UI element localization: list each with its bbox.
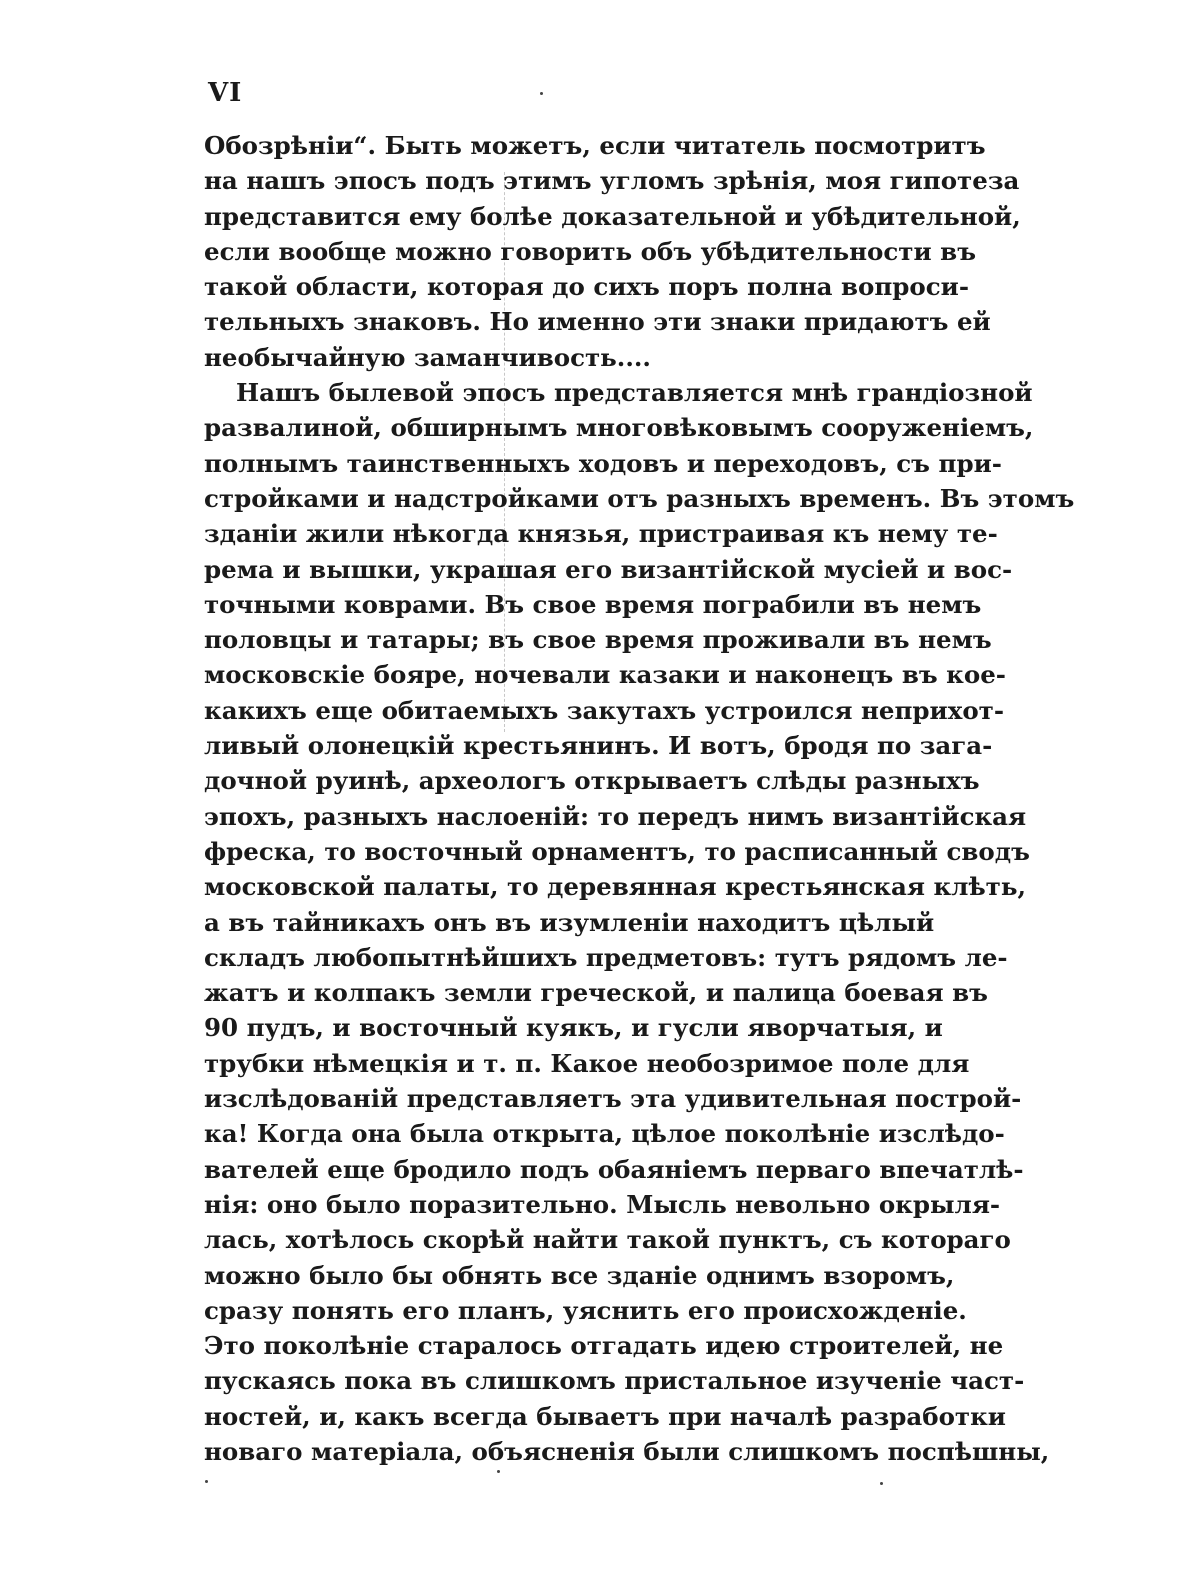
text-line: 90 пудъ, и восточный куякъ, и гусли яворчатыя, и xyxy=(204,1013,943,1043)
text-line: пускаясь пока въ слишкомъ пристальное изученіе част- xyxy=(204,1366,1025,1396)
text-line: тельныхъ знаковъ. Но именно эти знаки придаютъ ей xyxy=(204,307,991,337)
text-line: Обозрѣніи“. Быть можетъ, если читатель посмотритъ xyxy=(204,131,986,160)
text-line: такой области, которая до сихъ поръ полна вопроси- xyxy=(204,272,970,302)
text-line: эпохъ, разныхъ наслоеній: то передъ нимъ византійская xyxy=(204,801,1027,831)
text-line: а въ тайникахъ онъ въ изумленіи находитъ цѣлый xyxy=(204,907,935,937)
text-line: какихъ еще обитаемыхъ закутахъ устроился неприхот- xyxy=(204,695,1005,725)
text-line: новаго матеріала, объясненія были слишкомъ поспѣшны, xyxy=(204,1436,1050,1466)
body-text xyxy=(204,128,1075,1469)
text-line: развалиной, обширнымъ многовѣковымъ сооруженіемъ, xyxy=(204,413,1034,443)
text-line: лась, хотѣлось скорѣй найти такой пунктъ, съ котораго xyxy=(204,1225,1011,1255)
text-line: ностей, и, какъ всегда бываетъ при началѣ разработки xyxy=(204,1401,1006,1431)
text-line: стройками и надстройками отъ разныхъ временъ. Въ этомъ xyxy=(204,483,1075,513)
text-line: можно было бы обнять все зданіе однимъ взоромъ, xyxy=(204,1260,955,1290)
scan-speck xyxy=(540,92,543,95)
text-line: московской палаты, то деревянная крестьянская клѣть, xyxy=(204,872,1027,902)
text-line: трубки нѣмецкія и т. п. Какое необозримое поле для xyxy=(204,1048,970,1078)
text-line: если вообще можно говорить объ убѣдительности въ xyxy=(204,236,977,266)
text-line: представится ему болѣе доказательной и убѣдительной, xyxy=(204,201,1021,231)
text-line: складъ любопытнѣйшихъ предметовъ: тутъ рядомъ ле- xyxy=(204,942,1008,972)
text-line: рема и вышки, украшая его византійской мусіей и вос- xyxy=(204,554,1013,584)
scan-speck xyxy=(880,1482,883,1485)
text-line: Это поколѣніе старалось отгадать идею строителей, не xyxy=(204,1331,1004,1361)
text-line: фреска, то восточный орнаментъ, то расписанный сводъ xyxy=(204,836,1030,866)
text-line: дочной руинѣ, археологъ открываетъ слѣды разныхъ xyxy=(204,766,980,796)
text-line: нія: оно было поразительно. Мысль невольно окрыля- xyxy=(204,1189,1001,1219)
text-line: полнымъ таинственныхъ ходовъ и переходовъ, съ при- xyxy=(204,448,1002,478)
text-line: жатъ и колпакъ земли греческой, и палица боевая въ xyxy=(204,978,988,1008)
text-line: необычайную заманчивость.... xyxy=(204,342,651,372)
text-line: ливый олонецкій крестьянинъ. И вотъ, бродя по зага- xyxy=(204,731,993,761)
text-line: зданіи жили нѣкогда князья, пристраивая къ нему те- xyxy=(204,519,998,549)
text-line: точными коврами. Въ свое время пограбили въ немъ xyxy=(204,589,982,619)
scan-speck xyxy=(497,1470,500,1473)
text-line: изслѣдованій представляетъ эта удивительная построй- xyxy=(204,1084,1022,1114)
paragraph-first-line: Нашъ былевой эпосъ представляется мнѣ грандіозной xyxy=(236,378,1033,408)
text-line: московскіе бояре, ночевали казаки и наконецъ въ кое- xyxy=(204,660,1006,690)
text-line: половцы и татары; въ свое время проживали въ немъ xyxy=(204,625,992,655)
text-line: на нашъ эпосъ подъ этимъ угломъ зрѣнія, моя гипотеза xyxy=(204,166,1020,196)
text-line: сразу понять его планъ, уяснить его происхожденіе. xyxy=(204,1295,967,1325)
page-number: VI xyxy=(208,78,243,108)
text-line: вателей еще бродило подъ обаяніемъ перваго впечатлѣ- xyxy=(204,1154,1024,1184)
scan-speck xyxy=(205,1480,208,1483)
text-line: ка! Когда она была открыта, цѣлое поколѣніе изслѣдо- xyxy=(204,1119,1005,1149)
